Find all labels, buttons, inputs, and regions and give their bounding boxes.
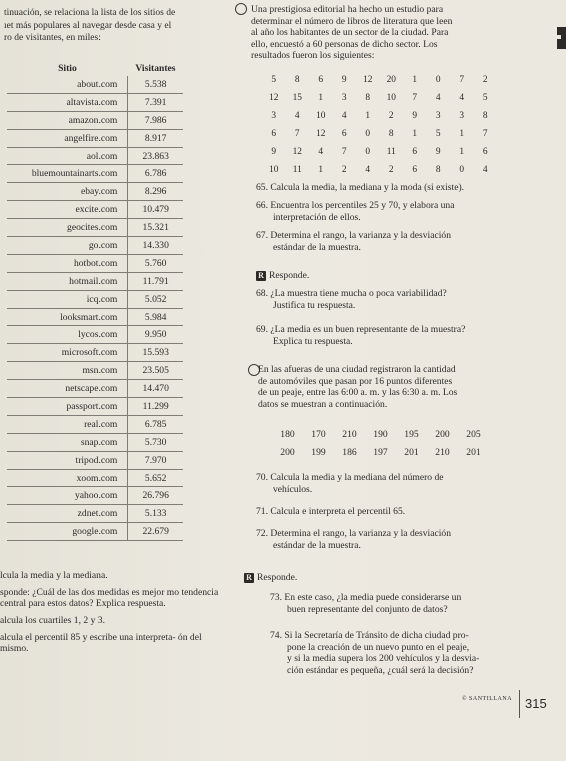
grid-cell: 12 <box>363 75 373 86</box>
grid-cell: 11 <box>292 165 302 176</box>
question-text: 69. ¿La media es un buen representante de la muestra? <box>256 324 466 335</box>
question-text: estándar de la muestra. <box>273 241 361 253</box>
visitors-cell: 7.391 <box>128 93 183 111</box>
cars-cell: 200 <box>280 447 295 459</box>
visitors-cell: 23.505 <box>128 362 183 380</box>
grid-cell: 4 <box>318 147 324 158</box>
table-row <box>7 326 183 344</box>
visitors-cell: 11.791 <box>128 272 183 290</box>
grid-cell: 4 <box>459 93 465 104</box>
table-row <box>7 183 183 201</box>
visitors-cell: 8.917 <box>128 129 183 147</box>
grid-cell: 4 <box>435 93 441 104</box>
question-68 <box>256 288 556 311</box>
respond-label: Responde. <box>269 270 310 281</box>
site-name-cell: microsoft.com <box>7 344 128 362</box>
site-name-cell: zdnet.com <box>7 505 128 523</box>
respond-badge-icon: R <box>244 573 254 583</box>
table-row <box>7 398 183 416</box>
site-name-cell: go.com <box>7 237 128 255</box>
grid-cell: 12 <box>269 93 279 104</box>
visitors-cell: 22.679 <box>128 523 183 541</box>
grid-cell: 6 <box>412 165 418 176</box>
site-name-cell: angelfire.com <box>7 129 128 147</box>
cars-cell: 180 <box>280 429 295 441</box>
site-name-cell: excite.com <box>7 201 128 219</box>
cars-intro-line: datos se muestran a continuación. <box>258 398 388 410</box>
left-question: sponde: ¿Cuál de las dos medidas es mejor mo tendencia central para estos datos? Explica respuesta. <box>0 587 219 609</box>
grid-row <box>262 108 497 126</box>
table-row <box>7 380 183 398</box>
visitors-cell: 14.330 <box>128 237 183 255</box>
visitors-cell: 7.970 <box>128 451 183 469</box>
respond-badge-icon: R <box>256 271 266 281</box>
table-row <box>7 272 183 290</box>
grid-cell: 2 <box>341 165 347 176</box>
visitors-cell: 23.863 <box>128 147 183 165</box>
grid-cell: 6 <box>318 75 324 86</box>
left-question: alcula el percentil 85 y escribe una interpreta- ón del mismo. <box>0 632 202 654</box>
grid-cell: 0 <box>365 147 371 158</box>
visitors-cell: 5.538 <box>128 76 183 93</box>
question-text: buen representante del conjunto de datos? <box>287 603 448 615</box>
grid-cell: 3 <box>271 111 277 122</box>
grid-cell: 1 <box>318 93 324 104</box>
question-74 <box>270 630 560 676</box>
table-row <box>7 93 183 111</box>
cars-cell: 210 <box>342 429 357 441</box>
grid-cell: 7 <box>482 129 488 140</box>
left-question: lcula la media y la mediana. <box>0 570 108 581</box>
grid-cell: 0 <box>459 165 465 176</box>
grid-cell: 12 <box>316 129 326 140</box>
site-name-cell: about.com <box>7 76 128 93</box>
cars-cell: 205 <box>466 429 481 441</box>
grid-cell: 1 <box>459 147 465 158</box>
visitors-cell: 9.950 <box>128 326 183 344</box>
site-name-cell: bluemountainarts.com <box>7 165 128 183</box>
cars-cell: 199 <box>311 447 326 459</box>
table-header-row <box>7 60 183 76</box>
cars-cell: 190 <box>373 429 388 441</box>
grid-cell: 3 <box>435 111 441 122</box>
visitors-cell: 7.986 <box>128 111 183 129</box>
question-70 <box>256 472 556 495</box>
cars-data-table <box>272 426 489 462</box>
grid-cell: 6 <box>412 147 418 158</box>
grid-cell: 2 <box>388 111 394 122</box>
site-name-cell: hotmail.com <box>7 272 128 290</box>
site-name-cell: geocites.com <box>7 219 128 237</box>
grid-cell: 9 <box>435 147 441 158</box>
grid-cell: 8 <box>435 165 441 176</box>
respond-heading-1 <box>256 270 309 282</box>
table-row <box>7 219 183 237</box>
grid-cell: 10 <box>386 93 396 104</box>
question-text: 70. Calcula la media y la mediana del número de <box>256 472 444 483</box>
site-name-cell: passport.com <box>7 398 128 416</box>
visitors-cell: 10.479 <box>128 201 183 219</box>
question-text: 67. Determina el rango, la varianza y la desviación <box>256 230 451 241</box>
cars-cell: 186 <box>342 447 357 459</box>
question-text: 71. Calcula e interpreta el percentil 65. <box>256 506 406 517</box>
visitors-cell: 5.730 <box>128 433 183 451</box>
intro-line: tinuación, se relaciona la lista de los sitios de <box>4 8 176 18</box>
grid-row <box>262 72 497 90</box>
table-row <box>7 344 183 362</box>
question-text: 73. En este caso, ¿la media puede considerarse un <box>270 592 462 603</box>
site-name-cell: lycos.com <box>7 326 128 344</box>
grid-cell: 4 <box>341 111 347 122</box>
question-text: ción estándar es pequeña, ¿cuál será la decisión? <box>287 664 474 676</box>
cars-cell: 201 <box>466 447 481 459</box>
cars-intro <box>258 364 560 410</box>
table-row <box>7 433 183 451</box>
exercise-circle-icon <box>235 3 247 15</box>
visitors-cell: 11.299 <box>128 398 183 416</box>
books-data-grid <box>262 72 497 180</box>
grid-cell: 11 <box>386 147 396 158</box>
table-row <box>7 201 183 219</box>
question-text: estándar de la muestra. <box>273 539 361 551</box>
intro-line: ro de visitantes, en miles: <box>4 33 101 43</box>
visitors-cell: 6.786 <box>128 165 183 183</box>
sites-table-body <box>7 76 183 541</box>
site-name-cell: looksmart.com <box>7 308 128 326</box>
visitors-cell: 5.052 <box>128 290 183 308</box>
grid-cell: 7 <box>341 147 347 158</box>
visitors-cell: 15.593 <box>128 344 183 362</box>
cars-cell: 200 <box>435 429 450 441</box>
table-row <box>7 254 183 272</box>
cars-intro-line: de automóviles que pasan por 16 puntos diferentes <box>258 375 453 387</box>
grid-cell: 5 <box>482 93 488 104</box>
question-text: y si la media supera los 200 vehículos y la desvia- <box>287 653 480 664</box>
site-name-cell: amazon.com <box>7 111 128 129</box>
cars-intro-line: En las afueras de una ciudad registraron la cantidad <box>258 364 456 375</box>
site-name-cell: hotbot.com <box>7 254 128 272</box>
books-intro-line: ello, encuestó a 60 personas de dicho sector. Los <box>251 38 438 50</box>
question-text: 72. Determina el rango, la varianza y la desviación <box>256 528 451 539</box>
grid-cell: 1 <box>459 129 465 140</box>
table-row <box>7 415 183 433</box>
left-question: alcula los cuartiles 1, 2 y 3. <box>0 615 105 626</box>
table-row <box>7 165 183 183</box>
grid-row <box>262 126 497 144</box>
grid-cell: 6 <box>341 129 347 140</box>
grid-cell: 4 <box>365 165 371 176</box>
grid-cell: 2 <box>388 165 394 176</box>
visitors-cell: 6.785 <box>128 415 183 433</box>
table-row <box>7 487 183 505</box>
grid-row <box>262 144 497 162</box>
grid-cell: 6 <box>271 129 277 140</box>
footer-divider <box>519 690 520 718</box>
sites-table <box>7 60 183 541</box>
grid-cell: 1 <box>318 165 324 176</box>
books-intro-line: determinar el número de libros de literatura que leen <box>251 15 453 27</box>
site-name-cell: tripod.com <box>7 451 128 469</box>
question-73 <box>270 592 560 615</box>
left-intro <box>4 7 232 45</box>
site-name-cell: altavista.com <box>7 93 128 111</box>
grid-cell: 4 <box>482 165 488 176</box>
cars-intro-line: de un peaje, entre las 6:00 a. m. y las 6:30 a. m. Los <box>258 387 458 398</box>
cars-cell: 201 <box>404 447 419 459</box>
question-text: Justifica tu respuesta. <box>273 299 356 311</box>
table-row <box>7 469 183 487</box>
question-text: 68. ¿La muestra tiene mucha o poca variabilidad? <box>256 288 447 299</box>
question-66 <box>256 200 556 223</box>
table-row <box>7 505 183 523</box>
books-intro-line: resultados fueron los siguientes: <box>251 50 375 61</box>
grid-row <box>262 90 497 108</box>
table-row <box>7 237 183 255</box>
question-text: 74. Si la Secretaría de Tránsito de dicha ciudad pro- <box>270 630 469 641</box>
question-text: vehículos. <box>273 483 313 495</box>
table-row <box>7 111 183 129</box>
grid-cell: 9 <box>341 75 347 86</box>
grid-cell: 3 <box>341 93 347 104</box>
cars-row <box>272 444 489 462</box>
grid-cell: 8 <box>388 129 394 140</box>
grid-cell: 6 <box>482 147 488 158</box>
grid-cell: 0 <box>365 129 371 140</box>
books-intro <box>251 4 562 62</box>
grid-cell: 12 <box>292 147 302 158</box>
grid-cell: 7 <box>294 129 300 140</box>
cars-cell: 195 <box>404 429 419 441</box>
grid-cell: 15 <box>292 93 302 104</box>
left-questions <box>0 570 236 660</box>
question-72 <box>256 528 556 551</box>
grid-cell: 10 <box>269 165 279 176</box>
site-name-cell: netscape.com <box>7 380 128 398</box>
site-name-cell: msn.com <box>7 362 128 380</box>
grid-cell: 5 <box>271 75 277 86</box>
grid-cell: 7 <box>412 93 418 104</box>
visitors-cell: 14.470 <box>128 380 183 398</box>
question-text: 66. Encuentra los percentiles 25 y 70, y elabora una <box>256 200 455 211</box>
site-name-cell: ebay.com <box>7 183 128 201</box>
visitors-cell: 5.133 <box>128 505 183 523</box>
books-intro-line: al año los habitantes de un sector de la ciudad. Para <box>251 27 449 38</box>
site-name-cell: icq.com <box>7 290 128 308</box>
cars-cell: 197 <box>373 447 388 459</box>
table-row <box>7 129 183 147</box>
respond-label: Responde. <box>257 572 298 583</box>
grid-cell: 8 <box>365 93 371 104</box>
grid-cell: 8 <box>482 111 488 122</box>
respond-heading-2 <box>244 572 297 584</box>
table-row <box>7 308 183 326</box>
grid-cell: 9 <box>271 147 277 158</box>
question-71 <box>256 506 556 518</box>
grid-cell: 2 <box>482 75 488 86</box>
site-name-cell: xoom.com <box>7 469 128 487</box>
question-69 <box>256 324 556 347</box>
page-number: 315 <box>525 696 547 711</box>
grid-cell: 8 <box>294 75 300 86</box>
header-site: Sitio <box>58 62 77 74</box>
question-67 <box>256 230 556 253</box>
site-name-cell: aol.com <box>7 147 128 165</box>
books-intro-line: Una prestigiosa editorial ha hecho un estudio para <box>251 4 444 15</box>
visitors-cell: 5.652 <box>128 469 183 487</box>
table-row <box>7 451 183 469</box>
table-row <box>7 76 183 93</box>
intro-line: ıet más populares al navegar desde casa y el <box>4 20 172 31</box>
visitors-cell: 5.984 <box>128 308 183 326</box>
grid-row <box>262 162 497 180</box>
cars-cell: 170 <box>311 429 326 441</box>
grid-cell: 4 <box>294 111 300 122</box>
question-65 <box>256 182 556 194</box>
visitors-cell: 8.296 <box>128 183 183 201</box>
site-name-cell: real.com <box>7 415 128 433</box>
grid-cell: 1 <box>412 129 418 140</box>
grid-cell: 7 <box>459 75 465 86</box>
grid-cell: 10 <box>316 111 326 122</box>
grid-cell: 5 <box>435 129 441 140</box>
cars-cell: 210 <box>435 447 450 459</box>
table-row <box>7 362 183 380</box>
grid-cell: 0 <box>435 75 441 86</box>
table-row <box>7 523 183 541</box>
visitors-cell: 5.760 <box>128 254 183 272</box>
grid-cell: 9 <box>412 111 418 122</box>
visitors-cell: 15.321 <box>128 219 183 237</box>
question-text: interpretación de ellos. <box>273 211 361 223</box>
question-text: 65. Calcula la media, la mediana y la moda (si existe). <box>256 182 465 193</box>
grid-cell: 1 <box>412 75 418 86</box>
publisher-mark: © SANTILLANA <box>462 696 513 702</box>
question-text: pone la creación de un nuevo punto en el peaje, <box>287 641 470 653</box>
site-name-cell: google.com <box>7 523 128 541</box>
header-visitors: Visitantes <box>135 62 176 74</box>
table-row <box>7 147 183 165</box>
cars-row <box>272 426 489 444</box>
grid-cell: 1 <box>365 111 371 122</box>
site-name-cell: yahoo.com <box>7 487 128 505</box>
grid-cell: 20 <box>386 75 396 86</box>
grid-cell: 3 <box>459 111 465 122</box>
question-text: Explica tu respuesta. <box>273 335 353 347</box>
page-edge-tab <box>557 27 566 49</box>
visitors-cell: 26.796 <box>128 487 183 505</box>
site-name-cell: snap.com <box>7 433 128 451</box>
table-row <box>7 290 183 308</box>
